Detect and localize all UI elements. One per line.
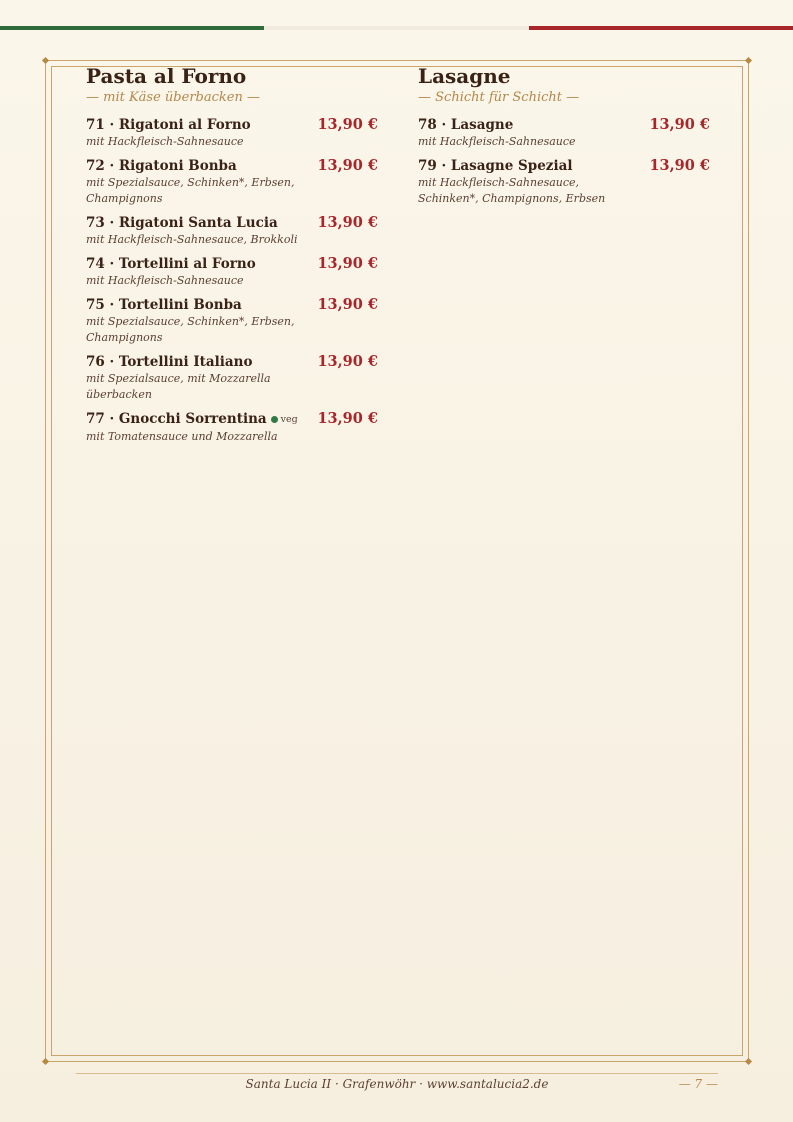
item-name: 74 · Tortellini al Forno: [86, 256, 256, 272]
flag-green: [0, 26, 264, 30]
section-title: Pasta al Forno: [86, 64, 247, 88]
page-number: — 7 —: [678, 1077, 718, 1091]
item-name: 77 · Gnocchi Sorrentina: [86, 411, 267, 427]
menu-list: [418, 116, 710, 207]
menu-item: [86, 157, 378, 207]
veg-dot-icon: [271, 416, 278, 423]
item-description: mit Spezialsauce, Schinken*, Erbsen, Champignons: [86, 315, 295, 344]
item-description: mit Hackfleisch-Sahnesauce: [418, 135, 576, 148]
menu-item: [86, 296, 378, 346]
menu-item: [418, 116, 710, 150]
item-name-with-veg: [86, 410, 298, 429]
item-description: mit Hackfleisch-Sahnesauce: [86, 135, 244, 148]
item-price: 13,90 €: [649, 157, 710, 174]
section-pasta-al-forno: [86, 64, 378, 452]
item-name: 75 · Tortellini Bonba: [86, 297, 242, 313]
item-description: mit Hackfleisch-Sahnesauce, Schinken*, Champignons, Erbsen: [418, 176, 606, 205]
item-price: 13,90 €: [317, 255, 378, 272]
item-description: mit Spezialsauce, mit Mozzarella überbacken: [86, 372, 271, 401]
item-name: 76 · Tortellini Italiano: [86, 354, 253, 370]
item-price: 13,90 €: [317, 214, 378, 231]
menu-item: [86, 116, 378, 150]
section-subtitle: — mit Käse überbacken —: [86, 90, 260, 105]
footer-divider: [76, 1073, 718, 1074]
section-subtitle: — Schicht für Schicht —: [418, 90, 580, 105]
item-description: mit Hackfleisch-Sahnesauce: [86, 274, 244, 287]
item-description: mit Tomatensauce und Mozzarella: [86, 429, 278, 443]
item-price: 13,90 €: [317, 410, 378, 427]
corner-ornament: [745, 1058, 752, 1065]
italian-flag-stripe: [0, 26, 793, 30]
item-price: 13,90 €: [317, 296, 378, 313]
menu-list: [86, 116, 378, 445]
veg-badge: [271, 411, 298, 429]
item-description: mit Hackfleisch-Sahnesauce, Brokkoli: [86, 233, 298, 246]
menu-item: [86, 353, 378, 403]
menu-item: [86, 410, 378, 445]
section-lasagne: [418, 64, 710, 214]
footer-text: Santa Lucia II · Grafenwöhr · www.santalucia2.de: [245, 1077, 549, 1091]
menu-item: [418, 157, 710, 207]
item-name: 73 · Rigatoni Santa Lucia: [86, 215, 278, 231]
flag-white: [264, 26, 528, 30]
flag-red: [529, 26, 793, 30]
section-title: Lasagne: [418, 64, 511, 88]
menu-item: [86, 255, 378, 289]
item-price: 13,90 €: [317, 157, 378, 174]
item-price: 13,90 €: [317, 116, 378, 133]
item-name: 78 · Lasagne: [418, 117, 514, 133]
item-name: 71 · Rigatoni al Forno: [86, 117, 251, 133]
veg-label: veg: [280, 413, 298, 425]
item-name: 79 · Lasagne Spezial: [418, 158, 573, 174]
item-description: mit Spezialsauce, Schinken*, Erbsen, Champignons: [86, 176, 295, 205]
item-price: 13,90 €: [317, 353, 378, 370]
item-price: 13,90 €: [649, 116, 710, 133]
item-name: 72 · Rigatoni Bonba: [86, 158, 237, 174]
menu-item: [86, 214, 378, 248]
